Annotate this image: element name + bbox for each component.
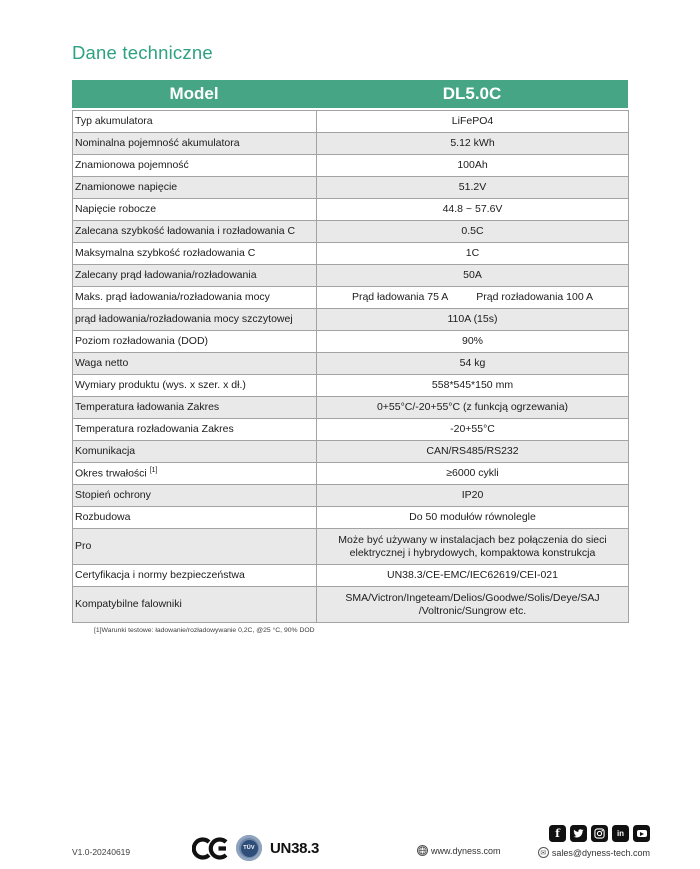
table-row: [73, 221, 629, 243]
website-link[interactable]: [417, 845, 501, 856]
spec-label: Certyfikacja i normy bezpieczeństwa: [73, 565, 317, 587]
ce-mark-icon: [192, 836, 228, 861]
spec-value: 1C: [317, 243, 629, 265]
table-row: [73, 133, 629, 155]
spec-value: IP20: [317, 485, 629, 507]
table-row: [73, 587, 629, 623]
spec-value: 110A (15s): [317, 309, 629, 331]
spec-value-line: Może być używany w instalacjach bez połączenia do sieci: [338, 533, 607, 546]
spec-label: Napięcie robocze: [73, 199, 317, 221]
spec-label: Temperatura ładowania Zakres: [73, 397, 317, 419]
table-row: [73, 485, 629, 507]
table-footnote: [1]Warunki testowe: ładowanie/rozładowywanie 0,2C, @25 °C, 90% DOD: [94, 627, 315, 634]
twitter-icon[interactable]: [570, 825, 587, 842]
spec-value: 50A: [317, 265, 629, 287]
spec-value-line: /Voltronic/Sungrow etc.: [418, 604, 527, 617]
spec-label: Wymiary produktu (wys. x szer. x dł.): [73, 375, 317, 397]
table-row: [73, 441, 629, 463]
table-row: [73, 397, 629, 419]
email-text: sales@dyness-tech.com: [551, 847, 650, 858]
spec-label: Nominalna pojemność akumulatora: [73, 133, 317, 155]
spec-label: Temperatura rozładowania Zakres: [73, 419, 317, 441]
play-icon: [637, 830, 647, 837]
spec-label: Okres trwałości [1]: [73, 463, 317, 485]
table-header-bar: [72, 80, 628, 108]
spec-value: 54 kg: [317, 353, 629, 375]
spec-value: 90%: [317, 331, 629, 353]
table-row: [73, 243, 629, 265]
table-row: [73, 265, 629, 287]
table-row: [73, 309, 629, 331]
tuv-label: TÜV: [241, 840, 258, 857]
instagram-icon[interactable]: [591, 825, 608, 842]
table-row: [73, 353, 629, 375]
spec-table-grid: [72, 110, 629, 623]
facebook-icon[interactable]: f: [549, 825, 566, 842]
spec-label: Znamionowa pojemność: [73, 155, 317, 177]
spec-value: [317, 587, 629, 623]
spec-value: [317, 529, 629, 565]
tuv-badge-icon: [236, 835, 262, 861]
spec-label: Znamionowe napięcie: [73, 177, 317, 199]
table-row: [73, 565, 629, 587]
spec-table: [72, 80, 628, 634]
spec-table-body: [73, 111, 629, 623]
footer-right-block: [538, 825, 650, 858]
spec-label: Poziom rozładowania (DOD): [73, 331, 317, 353]
globe-icon: [417, 845, 428, 856]
spec-label: Stopień ochrony: [73, 485, 317, 507]
spec-value-part: Prąd ładowania 75 A: [351, 291, 449, 304]
spec-label: Pro: [73, 529, 317, 565]
spec-value-part: Prąd rozładowania 100 A: [476, 291, 594, 304]
spec-value: CAN/RS485/RS232: [317, 441, 629, 463]
spec-value: 100Ah: [317, 155, 629, 177]
spec-value: 0+55°C/-20+55°C (z funkcją ogrzewania): [317, 397, 629, 419]
table-row: [73, 155, 629, 177]
spec-label: Maks. prąd ładowania/rozładowania mocy: [73, 287, 317, 309]
email-icon: ✉: [538, 847, 549, 858]
spec-label: Typ akumulatora: [73, 111, 317, 133]
table-row: [73, 529, 629, 565]
spec-label: prąd ładowania/rozładowania mocy szczytowej: [73, 309, 317, 331]
header-model-value: DL5.0C: [442, 84, 502, 103]
table-row: [73, 331, 629, 353]
social-icons: [549, 825, 650, 842]
spec-label: Zalecana szybkość ładowania i rozładowania C: [73, 221, 317, 243]
spec-label: Waga netto: [73, 353, 317, 375]
spec-label: Komunikacja: [73, 441, 317, 463]
spec-value: Do 50 modułów równolegle: [317, 507, 629, 529]
spec-value: 51.2V: [317, 177, 629, 199]
spec-value: -20+55°C: [317, 419, 629, 441]
table-row: [73, 375, 629, 397]
page-title: Dane techniczne: [72, 42, 213, 63]
table-row: [73, 463, 629, 485]
spec-label: Kompatybilne falowniki: [73, 587, 317, 623]
table-row: [73, 507, 629, 529]
website-text: www.dyness.com: [431, 845, 501, 856]
spec-label: Rozbudowa: [73, 507, 317, 529]
spec-value: 5.12 kWh: [317, 133, 629, 155]
email-link[interactable]: [538, 847, 650, 858]
header-model-label: Model: [169, 84, 219, 103]
table-row: [73, 177, 629, 199]
spec-value: 0.5C: [317, 221, 629, 243]
table-row: [73, 419, 629, 441]
spec-value-line: elektrycznej i hybrydowych, kompaktowa konstrukcja: [349, 546, 596, 559]
spec-value: LiFePO4: [317, 111, 629, 133]
spec-value: 44.8 ~ 57.6V: [317, 199, 629, 221]
spec-label: Zalecany prąd ładowania/rozładowania: [73, 265, 317, 287]
youtube-icon[interactable]: [633, 825, 650, 842]
un383-label: UN38.3: [270, 839, 320, 857]
table-row: [73, 111, 629, 133]
linkedin-icon[interactable]: in: [612, 825, 629, 842]
certification-logos: [192, 835, 319, 861]
footnote-ref: [1]: [149, 466, 158, 474]
spec-value: 558*545*150 mm: [317, 375, 629, 397]
spec-value: UN38.3/CE-EMC/IEC62619/CEI-021: [317, 565, 629, 587]
spec-value: [317, 287, 629, 309]
doc-version: V1.0-20240619: [72, 847, 131, 857]
table-row: [73, 287, 629, 309]
table-row: [73, 199, 629, 221]
spec-label: Maksymalna szybkość rozładowania C: [73, 243, 317, 265]
spec-value: ≥6000 cykli: [317, 463, 629, 485]
spec-value-line: SMA/Victron/Ingeteam/Delios/Goodwe/Solis/Deye/SAJ: [345, 591, 600, 604]
